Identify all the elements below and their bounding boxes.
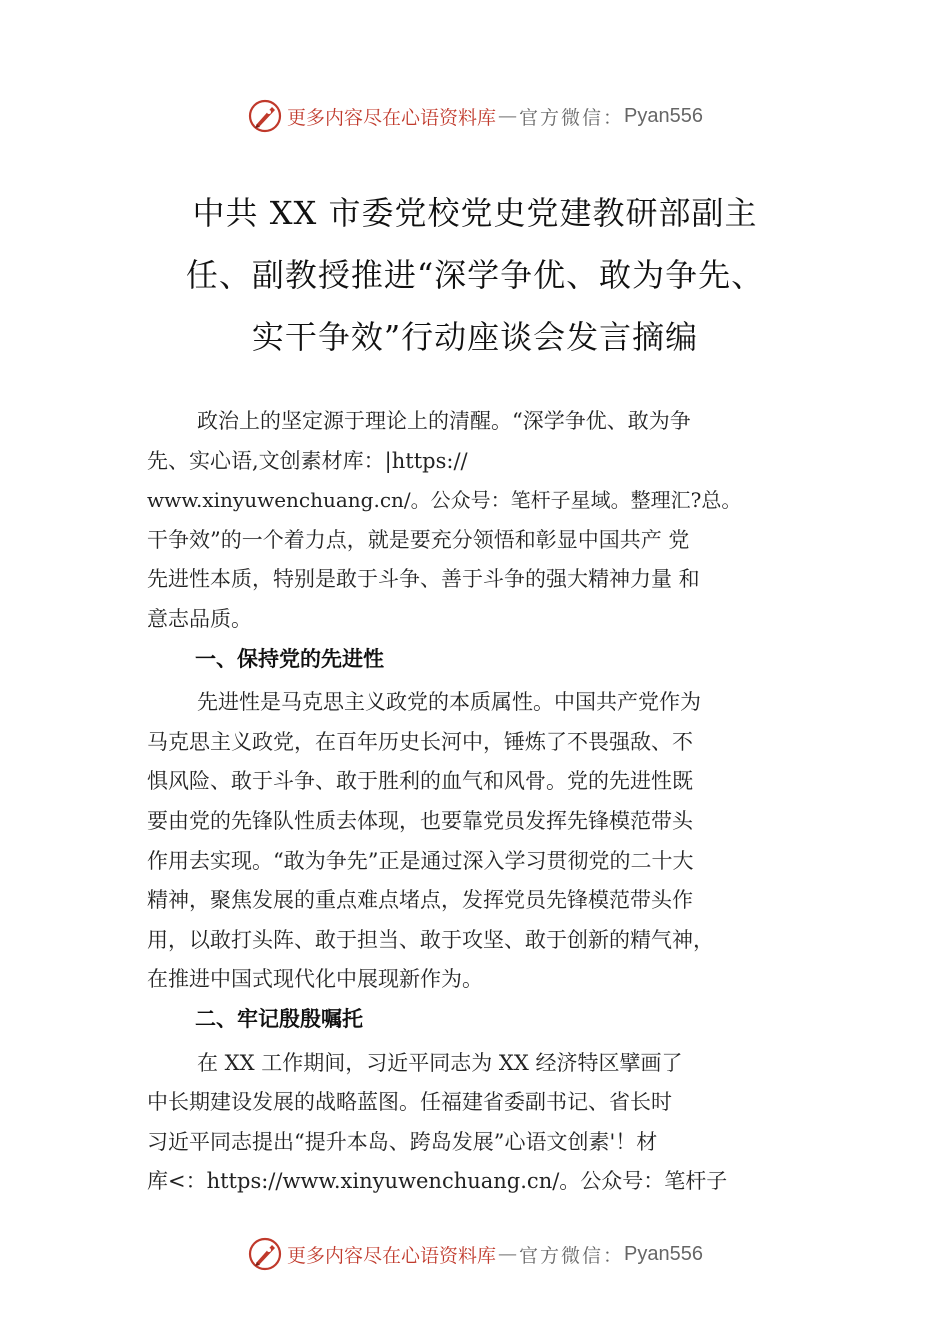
banner-dash: — (498, 1243, 518, 1265)
title-line: 任、副教授推进“深学争优、敢为争先、 (185, 256, 765, 294)
text-line: 先、实心语,文创素材库：|https:// (147, 448, 468, 473)
text-line: 先进性本质，特别是敢于斗争、善于斗争的强大精神力量 和 (147, 567, 700, 592)
pen-logo-icon (247, 1236, 283, 1272)
text-line: 先进性是马克思主义政党的本质属性。中国共产党作为 (197, 690, 701, 715)
text-line: 作用去实现。“敢为争先”正是通过深入学习贯彻党的二十大 (147, 848, 694, 873)
banner-wechat-label: 官方微信： (519, 106, 625, 129)
text-line: 精神，聚焦发展的重点难点堵点，发挥党员先锋模范带头作 (147, 888, 693, 913)
text-line: 要由党的先锋队性质去体现，也要靠党员发挥先锋模范带头 (147, 808, 693, 833)
footer-banner (0, 1234, 950, 1274)
section-heading-1: 一、保持党的先进性 (195, 646, 384, 671)
title-line: 中共 XX 市委党校党史党建教研部副主 (192, 194, 758, 232)
text-line: 用，以敢打头阵、敢于担当、敢于攻坚、敢于创新的精气神， (147, 927, 714, 952)
header-banner (0, 96, 950, 136)
pen-logo-icon (247, 98, 283, 134)
text-line: 习近平同志提出“提升本岛、跨岛发展”心语文创素'！材 (147, 1129, 658, 1154)
title-line: 实干争效”行动座谈会发言摘编 (251, 318, 699, 356)
section-heading-2: 二、牢记殷殷嘱托 (195, 1006, 363, 1031)
paragraph-1 (147, 402, 827, 640)
text-line: 惧风险、敢于斗争、敢于胜利的血气和风骨。党的先进性既 (147, 769, 693, 794)
banner-wechat-label: 官方微信： (519, 1244, 625, 1267)
text-line: 库<：https://www.xinyuwenchuang.cn/。公众号：笔杆子 (147, 1169, 728, 1194)
banner-wechat-id: Pyan556 (624, 1242, 703, 1265)
banner-main-text: 更多内容尽在心语资料库 (287, 106, 497, 129)
paragraph-3 (147, 1044, 827, 1202)
text-line: 马克思主义政党，在百年历史长河中，锤炼了不畏强敌、不 (147, 729, 693, 754)
text-line: www.xinyuwenchuang.cn/。公众号：笔杆子星域。整理汇?总。 (147, 488, 742, 513)
text-line: 在推进中国式现代化中展现新作为。 (147, 967, 483, 992)
text-line: 中长期建设发展的战略蓝图。任福建省委副书记、省长时 (147, 1090, 672, 1115)
document-body (147, 402, 827, 1202)
text-line: 政治上的坚定源于理论上的清醒。“深学争优、敢为争 (197, 409, 691, 433)
banner-wechat-id: Pyan556 (624, 104, 703, 127)
document-title (120, 182, 830, 368)
text-line: 干争效”的一个着力点，就是要充分领悟和彰显中国共产 党 (147, 527, 690, 552)
banner-main-text: 更多内容尽在心语资料库 (287, 1244, 497, 1267)
paragraph-2 (147, 683, 827, 1000)
text-line: 意志品质。 (147, 606, 252, 631)
banner-dash: — (498, 105, 518, 127)
text-line: 在 XX 工作期间，习近平同志为 XX 经济特区擘画了 (197, 1050, 683, 1075)
